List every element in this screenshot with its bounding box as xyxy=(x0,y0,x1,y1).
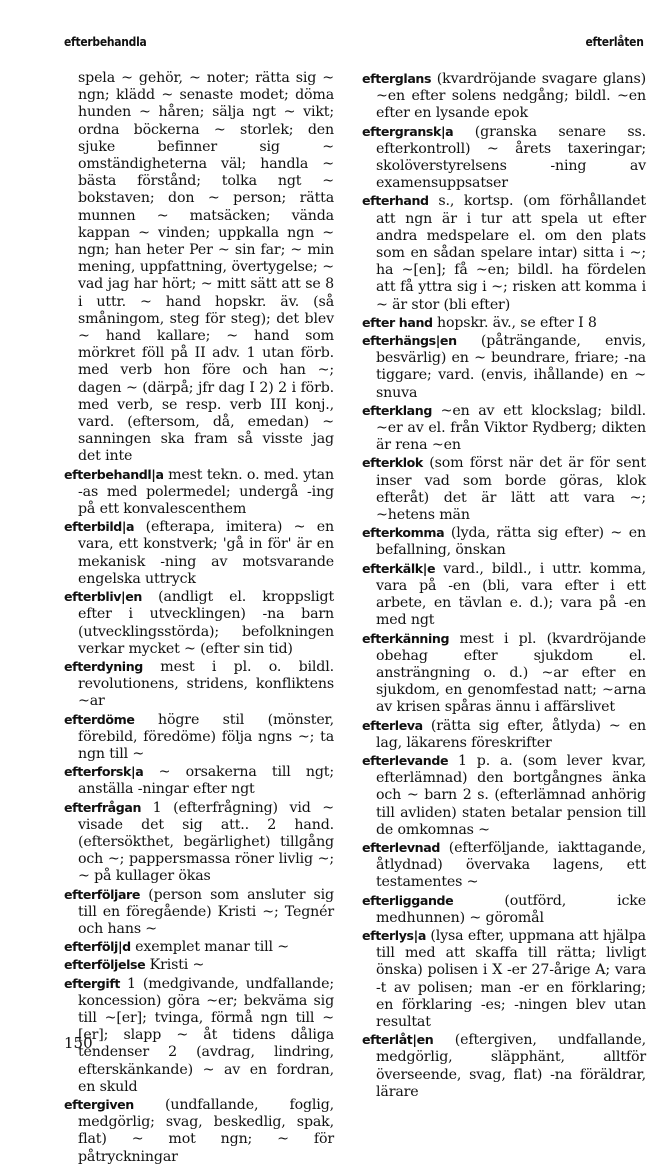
definition: mest i pl. o. bildl. revolutionens, stridens, konfliktens ~ar xyxy=(78,658,334,710)
dictionary-entry xyxy=(362,560,646,630)
headword: efterklok xyxy=(362,455,423,471)
definition: (undfallande, foglig, medgörlig; svag, beskedlig, spak, flat) ~ mot ngn; ~ för påtryckningar xyxy=(78,1096,334,1165)
definition: (outförd, icke medhunnen) ~ göromål xyxy=(376,892,646,926)
dictionary-entry xyxy=(64,1096,334,1166)
headword: efterhand xyxy=(362,193,429,209)
dictionary-entry xyxy=(64,799,334,886)
dictionary-entry xyxy=(362,332,646,402)
definition: mest tekn. o. med. ytan -as med polermedel; undergå -ing på ett konvalescenthem xyxy=(78,466,334,518)
dictionary-entry xyxy=(64,938,334,956)
headword: efterkänning xyxy=(362,630,450,646)
definition: 1 (efterfrågning) vid ~ visade det sig att.. 2 hand. (eftersökthet, begärlighet) tillgång och ~; pappersmassa röner livlig ~; ~ på kullager ökas xyxy=(78,799,334,885)
continued-entry: spela ~ gehör, ~ noter; rätta sig ~ ngn; klädd ~ senaste modet; döma hunden ~ håren; sälja ngt ~ vikt; ordna böckerna ~ storlek; den sjuke befinner sig ~ omständigheterna väl; handla ~ bästa förstånd; tolka ngt ~ bokstaven; don ~ person; rätta munnen ~ matsäcken; vända kappan ~ vinden; uppkalla ngn ~ ngn; han heter Per ~ sin far; ~ min mening, uppfattning, övertygelse; ~ vad jag har hört; ~ mitt sätt att se 8 i uttr. ~ hand hopskr. äv. (så småningom, steg för steg); det blev ~ hand kallare; ~ hand som mörkret föll på II adv. 1 utan förb. med verb hon före och han ~; dagen ~ (därpå; jfr dag I 2) 2 i förb. med verb, se resp. verb III konj., vard. (eftersom, då, emedan) ~ sanningen ska fram så visste jag det inte xyxy=(78,70,334,465)
definition: (andligt el. kroppsligt efter i utvecklingen) -na barn (utvecklingsstörda); befolkningen verkar mycket ~ (efter sin tid) xyxy=(78,589,334,657)
headword: efterfölj|d xyxy=(64,939,131,955)
page-number: 150 xyxy=(64,1034,93,1052)
dictionary-entry xyxy=(362,839,646,892)
definition: s., kortsp. (om förhållandet att ngn är i tur att spela ut efter andra medspelare el. om den plats som en sådan spelare intar) sitta i ~; ha ~[en]; få ~en; bildl. ha fördelen att få yttra sig i ~; risken att komma i ~ är stor (bli efter) xyxy=(376,193,646,313)
headword: eftergransk|a xyxy=(362,123,454,139)
definition: (kvardröjande svagare glans) ~en efter solens nedgång; bildl. ~en efter en lysande epok xyxy=(376,71,646,122)
headword: efterforsk|a xyxy=(64,764,144,780)
dictionary-entry xyxy=(64,975,334,1096)
definition: Kristi ~ xyxy=(149,957,205,974)
headword: efterhängs|en xyxy=(362,333,457,349)
dictionary-entry xyxy=(362,123,646,193)
dictionary-entry xyxy=(362,1031,646,1101)
headword: efterfrågan xyxy=(64,799,142,815)
definition: 1 p. a. (som lever kvar, efterlämnad) den bortgångnes änka och ~ barn 2 s. (efterlämnad anhörig till avliden) staten betalar pension till de omkomnas ~ xyxy=(376,752,646,838)
running-header-left: efterbehandla xyxy=(64,34,147,49)
dictionary-entry xyxy=(362,454,646,524)
definition: högre stil (mönster, förebild, föredöme) följa ngns ~; ta ngn till ~ xyxy=(78,711,334,762)
headword: eftergiven xyxy=(64,1096,134,1112)
definition: (som först när det är för sent inser vad som borde göras, klok efteråt) det är lätt att vara ~; ~hetens män xyxy=(376,455,646,524)
headword: efterkälk|e xyxy=(362,560,436,576)
headword: efterkomma xyxy=(362,525,445,541)
right-column xyxy=(362,70,646,1101)
definition: (efterföljande, iakttagande, åtlydnad) övervaka lagens, ett testamentes ~ xyxy=(376,839,646,891)
headword: efterlevnad xyxy=(362,839,440,855)
dictionary-entry xyxy=(362,314,646,332)
headword: efterdöme xyxy=(64,711,135,727)
headword: efterglans xyxy=(362,71,432,86)
dictionary-entry xyxy=(64,711,334,764)
dictionary-entry xyxy=(362,192,646,313)
dictionary-entry xyxy=(64,466,334,519)
dictionary-entry xyxy=(64,588,334,658)
dictionary-entry xyxy=(64,956,334,974)
dictionary-entry xyxy=(362,717,646,752)
dictionary-entry xyxy=(64,763,334,798)
dictionary-entry xyxy=(64,518,334,588)
headword: efterlåt|en xyxy=(362,1032,434,1048)
headword: efterleva xyxy=(362,717,423,733)
definition: (lysa efter, uppmana att hjälpa till med att skaffa till rätta; livligt önska) polisen i X -er 27-årige A; vara -t av polisen; man -er en förklaring; en förklaring -es; -ningen blev utan resultat xyxy=(376,927,646,1030)
definition: exemplet manar till ~ xyxy=(135,939,289,956)
dictionary-entry xyxy=(64,658,334,711)
headword: eftergift xyxy=(64,975,121,991)
headword: efterlys|a xyxy=(362,927,426,943)
dictionary-entry xyxy=(362,70,646,123)
definition: ~en av ett klockslag; bildl. ~er av el. från Viktor Rydberg; dikten är rena ~en xyxy=(376,402,646,454)
definition: mest i pl. (kvardröjande obehag efter sjukdom el. ansträngning o. d.) ~ar efter en sjukdom, en genomfestad natt; ~arna av krisen spåras ännu i affärslivet xyxy=(376,630,646,716)
headword: efterbliv|en xyxy=(64,589,142,605)
definition: vard., bildl., i uttr. komma, vara på -en (bli, vara efter i ett arbete, en tävlan e. d.); vara på -en med ngt xyxy=(376,560,646,629)
definition: (efterapa, imitera) ~ en vara, ett konstverk; 'gå in för' är en mekanisk -ning av motsvarande engelska uttryck xyxy=(78,519,334,587)
dictionary-entry xyxy=(362,752,646,839)
headword: efterklang xyxy=(362,402,432,418)
headword: efterlevande xyxy=(362,752,449,768)
headword: efterbild|a xyxy=(64,519,135,535)
dictionary-entry xyxy=(362,524,646,559)
definition: ~ orsakerna till ngt; anställa -ningar efter ngt xyxy=(78,764,334,798)
definition: (granska senare ss. efterkontroll) ~ årets taxeringar; skolöverstyrelsens -ning av examensuppsatser xyxy=(376,123,646,192)
headword: efterdyning xyxy=(64,658,143,674)
headword: efterföljare xyxy=(64,886,141,902)
left-column xyxy=(64,70,334,1166)
headword: efter hand xyxy=(362,314,433,330)
headword: efterbehandl|a xyxy=(64,466,164,482)
definition: hopskr. äv., se efter I 8 xyxy=(437,314,597,331)
definition: (person som ansluter sig till en föregående) Kristi ~; Tegnér och hans ~ xyxy=(78,886,334,937)
definition: 1 (medgivande, undfallande; koncession) göra ~er; bekväma sig till ~[er]; tvinga, förmå ngn till ~[er]; slapp ~ åt tidens dåliga tendenser 2 (avdrag, lindring, efterskänkande) ~ av en fordran, en skuld xyxy=(78,975,334,1095)
dictionary-entry xyxy=(362,927,646,1031)
dictionary-entry xyxy=(362,630,646,717)
definition: (lyda, rätta sig efter) ~ en befallning, önskan xyxy=(376,525,646,559)
dictionary-entry xyxy=(362,892,646,927)
definition: (eftergiven, undfallande, medgörlig, släpphänt, alltför överseende, svag, flat) -na föräldrar, lärare xyxy=(376,1032,646,1100)
headword: efterliggande xyxy=(362,892,454,908)
headword: efterföljelse xyxy=(64,957,146,973)
definition: (rätta sig efter, åtlyda) ~ en lag, läkarens föreskrifter xyxy=(376,717,646,751)
running-header-right: efterlåten xyxy=(585,34,644,49)
dictionary-entry xyxy=(64,886,334,939)
definition: (påträngande, envis, besvärlig) en ~ beundrare, friare; -na tiggare; vard. (envis, ihållande) en ~ snuva xyxy=(376,333,646,401)
dictionary-entry xyxy=(362,402,646,455)
